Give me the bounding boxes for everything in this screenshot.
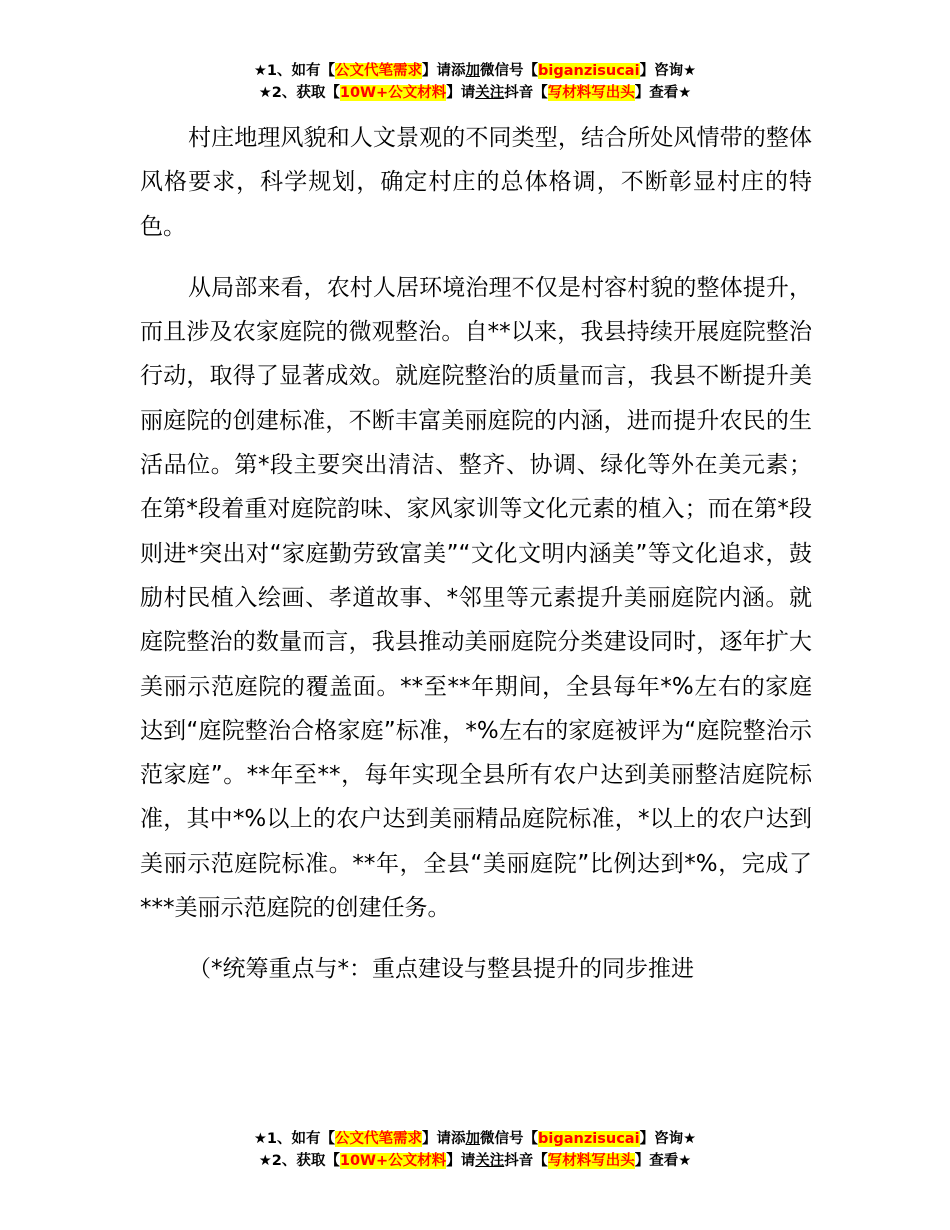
highlight-douyin-account: 写材料写出头 — [547, 85, 635, 101]
footer-highlight-douyin-account: 写材料写出头 — [547, 1153, 635, 1169]
footer-highlight-materials: 10W+公文材料 — [339, 1153, 447, 1169]
footer-banner — [0, 1128, 950, 1172]
highlight-service: 公文代笔需求 — [335, 63, 423, 79]
paragraph-2: 从局部来看，农村人居环境治理不仅是村容村貌的整体提升，而且涉及农家庭院的微观整治。自**以来，我县持续开展庭院整治行动，取得了显著成效。就庭院整治的质量而言，我县不断提升美丽庭院的创建标准，不断丰富美丽庭院的内涵，进而提升农民的生活品位。第*段主要突出清洁、整齐、协调、绿化等外在美元素；在第*段着重对庭院韵味、家风家训等文化元素的植入；而在第*段则进*突出对“家庭勤劳致富美”“文化文明内涵美”等文化追求，鼓励村民植入绘画、孝道故事、*邻里等元素提升美丽庭院内涵。就庭院整治的数量而言，我县推动美丽庭院分类建设同时，逐年扩大美丽示范庭院的覆盖面。**至**年期间，全县每年*%左右的家庭达到“庭院整治合格家庭”标准，*%左右的家庭被评为“庭院整治示范家庭”。**年至**，每年实现全县所有农户达到美丽整洁庭院标准，其中*%以上的农户达到美丽精品庭院标准，*以上的农户达到美丽示范庭院标准。**年，全县“美丽庭院”比例达到*%，完成了***美丽示范庭院的创建任务。 — [140, 274, 813, 922]
banner-line-2: ★2、获取【10W+公文材料】请关注抖音【写材料写出头】查看★ — [258, 85, 692, 101]
document-body — [140, 116, 812, 992]
highlight-materials: 10W+公文材料 — [339, 85, 447, 101]
footer-highlight-wechat-id: biganzisucai — [538, 1131, 640, 1147]
banner-line-1: ★1、如有【公文代笔需求】请添加微信号【biganzisucai】咨询★ — [253, 63, 697, 79]
footer-banner-line-2: ★2、获取【10W+公文材料】请关注抖音【写材料写出头】查看★ — [258, 1153, 692, 1169]
paragraph-3-heading: （*统筹重点与*：重点建设与整县提升的同步推进 — [188, 956, 694, 983]
paragraph-1: 村庄地理风貌和人文景观的不同类型，结合所处风情带的整体风格要求，科学规划，确定村庄的总体格调，不断彰显村庄的特色。 — [140, 125, 812, 240]
highlight-wechat-id: biganzisucai — [538, 63, 640, 79]
header-banner — [0, 60, 950, 104]
footer-highlight-service: 公文代笔需求 — [335, 1131, 423, 1147]
footer-banner-line-1: ★1、如有【公文代笔需求】请添加微信号【biganzisucai】咨询★ — [253, 1131, 697, 1147]
